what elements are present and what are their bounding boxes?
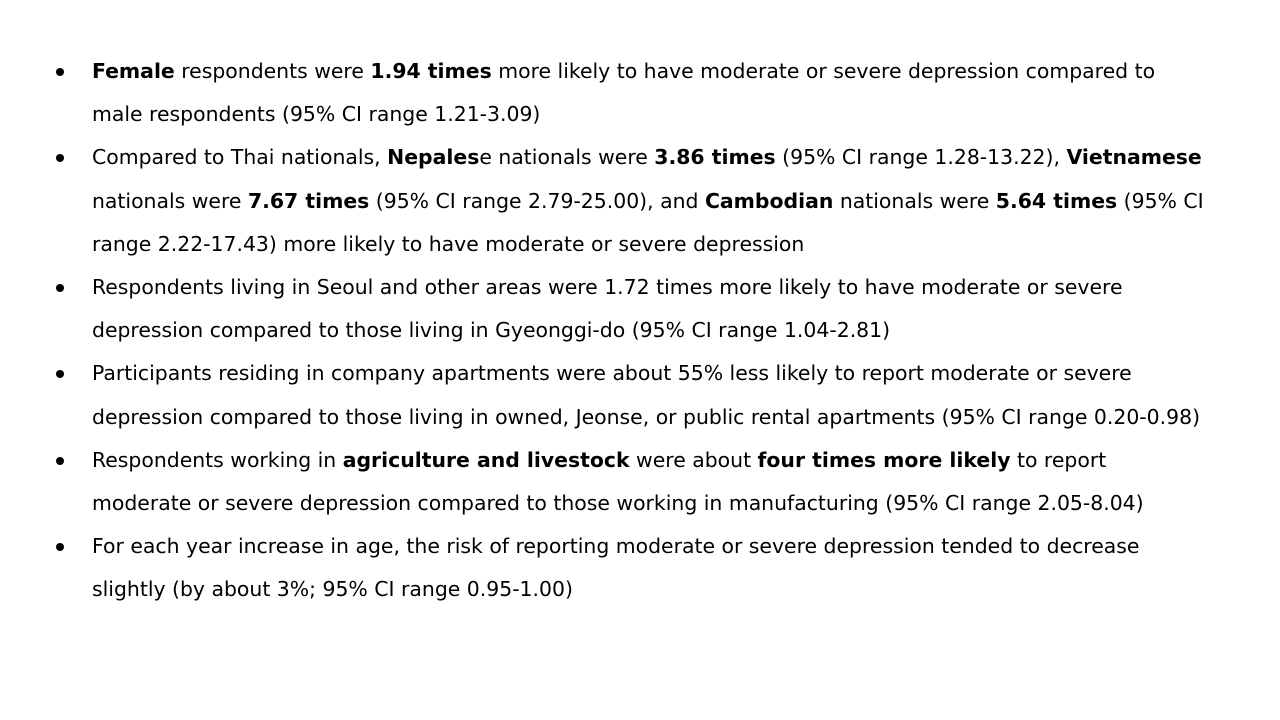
bullet-text: (95% CI range 2.79-25.00), and (369, 188, 705, 213)
bullet-text: e nationals were (479, 145, 655, 170)
bullet-item (56, 50, 1206, 136)
bullet-text-bold: agriculture and livestock (342, 447, 630, 472)
bullet-text-bold: Vietnamese (1066, 145, 1202, 170)
bullet-text-bold: 5.64 times (995, 188, 1118, 213)
bullet-text: (95% CI range 1.28-13.22), (775, 145, 1067, 170)
bullet-text: nationals were (833, 188, 996, 213)
bullet-item (56, 266, 1206, 352)
bullet-text: nationals were (92, 188, 248, 213)
bullet-text: respondents were (174, 59, 371, 83)
bullet-dot-icon (56, 457, 64, 465)
bullet-text: were about (629, 447, 758, 472)
bullet-item (56, 352, 1206, 438)
bullet-text: Compared to Thai nationals, (92, 145, 388, 170)
bullet-text: Participants residing in company apartments were about 55% less likely to report moderate or severe depression compared to those living in owned, Jeonse, or public rental apartments (95% CI range 0.20-0.98) (92, 361, 1201, 429)
bullet-text-bold: Female (92, 59, 175, 83)
bullet-text-bold: four times more likely (757, 447, 1011, 472)
bullet-item (56, 136, 1206, 266)
bullet-item (56, 525, 1206, 611)
bullet-text: For each year increase in age, the risk of reporting moderate or severe depression tended to decrease slightly (by about 3%; 95% CI range 0.95-1.00) (92, 534, 1140, 602)
bullet-text: Respondents living in Seoul and other areas were 1.72 times more likely to have moderate or severe depression compared to those living in Gyeonggi-do (95% CI range 1.04-2.81) (92, 275, 1123, 343)
bullet-text: (95% CI range 2.22-17.43) more likely to have moderate or severe depression (92, 188, 1204, 256)
bullet-dot-icon (56, 543, 64, 551)
bullet-text: to report moderate or severe depression compared to those working in manufacturing (95% CI range 2.05-8.04) (92, 447, 1144, 516)
bullet-text-bold: Cambodian (704, 188, 834, 213)
bullet-text-bold: 3.86 times (654, 145, 776, 170)
bullet-dot-icon (56, 154, 64, 162)
bullet-text-bold: Nepales (387, 145, 480, 170)
bullet-dot-icon (56, 284, 64, 292)
bullet-text: more likely to have moderate or severe depression compared to male respondents (95% CI range 1.21-3.09) (92, 59, 1156, 127)
bullet-item (56, 439, 1206, 525)
bullet-text: Respondents working in (92, 447, 343, 472)
findings-bullet-list (56, 50, 1206, 612)
bullet-text-bold: 1.94 times (370, 59, 492, 83)
bullet-dot-icon (56, 68, 64, 76)
bullet-text-bold: 7.67 times (247, 188, 370, 213)
bullet-dot-icon (56, 370, 64, 378)
